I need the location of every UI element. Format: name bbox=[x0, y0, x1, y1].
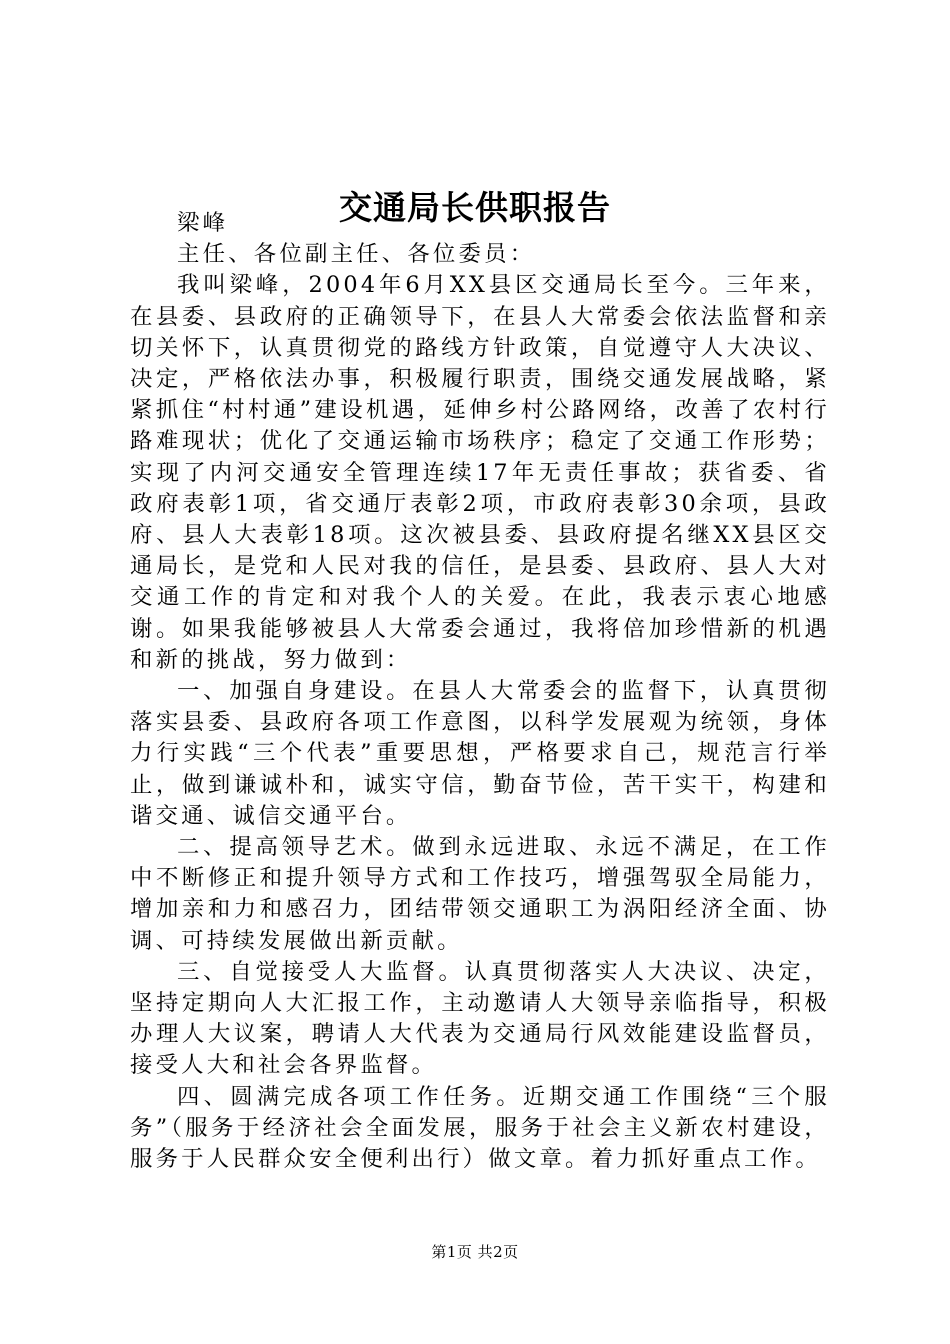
document-title: 交通局长供职报告 bbox=[339, 188, 611, 227]
author-line: 梁峰 bbox=[177, 210, 229, 236]
paragraph-point-1: 一、加强自身建设。在县人大常委会的监督下，认真贯彻落实县委、县政府各项工作意图，以科学发展观为统领，身体力行实践“三个代表”重要思想，严格要求自己，规范言行举止，做到谦诚朴和，诚实守信，勤奋节俭，苦干实干，构建和谐交通、诚信交通平台。 bbox=[130, 678, 830, 829]
page-number-footer: 第1页 共2页 bbox=[431, 1243, 519, 1261]
paragraph-point-4: 四、圆满完成各项工作任务。近期交通工作围绕“三个服务”（服务于经济社会全面发展，服务于社会主义新农村建设，服务于人民群众安全便利出行）做文章。着力抓好重点工作。 bbox=[130, 1083, 830, 1173]
paragraph-point-2: 二、提高领导艺术。做到永远进取、永远不满足，在工作中不断修正和提升领导方式和工作技巧，增强驾驭全局能力，增加亲和力和感召力，团结带领交通职工为涡阳经济全面、协调、可持续发展做出新贡献。 bbox=[130, 834, 830, 954]
document-body bbox=[130, 208, 830, 1175]
paragraph-intro: 我叫梁峰，2004年6月XX县区交通局长至今。三年来，在县委、县政府的正确领导下，在县人大常委会依法监督和亲切关怀下，认真贯彻党的路线方针政策，自觉遵守人大决议、决定，严格依法办事，积极履行职责，围绕交通发展战略，紧紧抓住“村村通”建设机遇，延伸乡村公路网络，改善了农村行路难现状；优化了交通运输市场秩序；稳定了交通工作形势；实现了内河交通安全管理连续17年无责任事故；获省委、省政府表彰1项，省交通厅表彰2项，市政府表彰30余项，县政府、县人大表彰18项。这次被县委、县政府提名继XX县区交通局长，是党和人民对我的信任，是县委、县政府、县人大对交通工作的肯定和对我个人的关爱。在此，我表示衷心地感谢。如果我能够被县人大常委会通过，我将倍加珍惜新的机遇和新的挑战，努力做到： bbox=[130, 272, 830, 673]
salutation-line: 主任、各位副主任、各位委员： bbox=[177, 241, 536, 268]
paragraph-point-3: 三、自觉接受人大监督。认真贯彻落实人大决议、决定，坚持定期向人大汇报工作，主动邀请人大领导亲临指导，积极办理人大议案，聘请人大代表为交通局行风效能建设监督员，接受人大和社会各界监督。 bbox=[130, 958, 830, 1079]
